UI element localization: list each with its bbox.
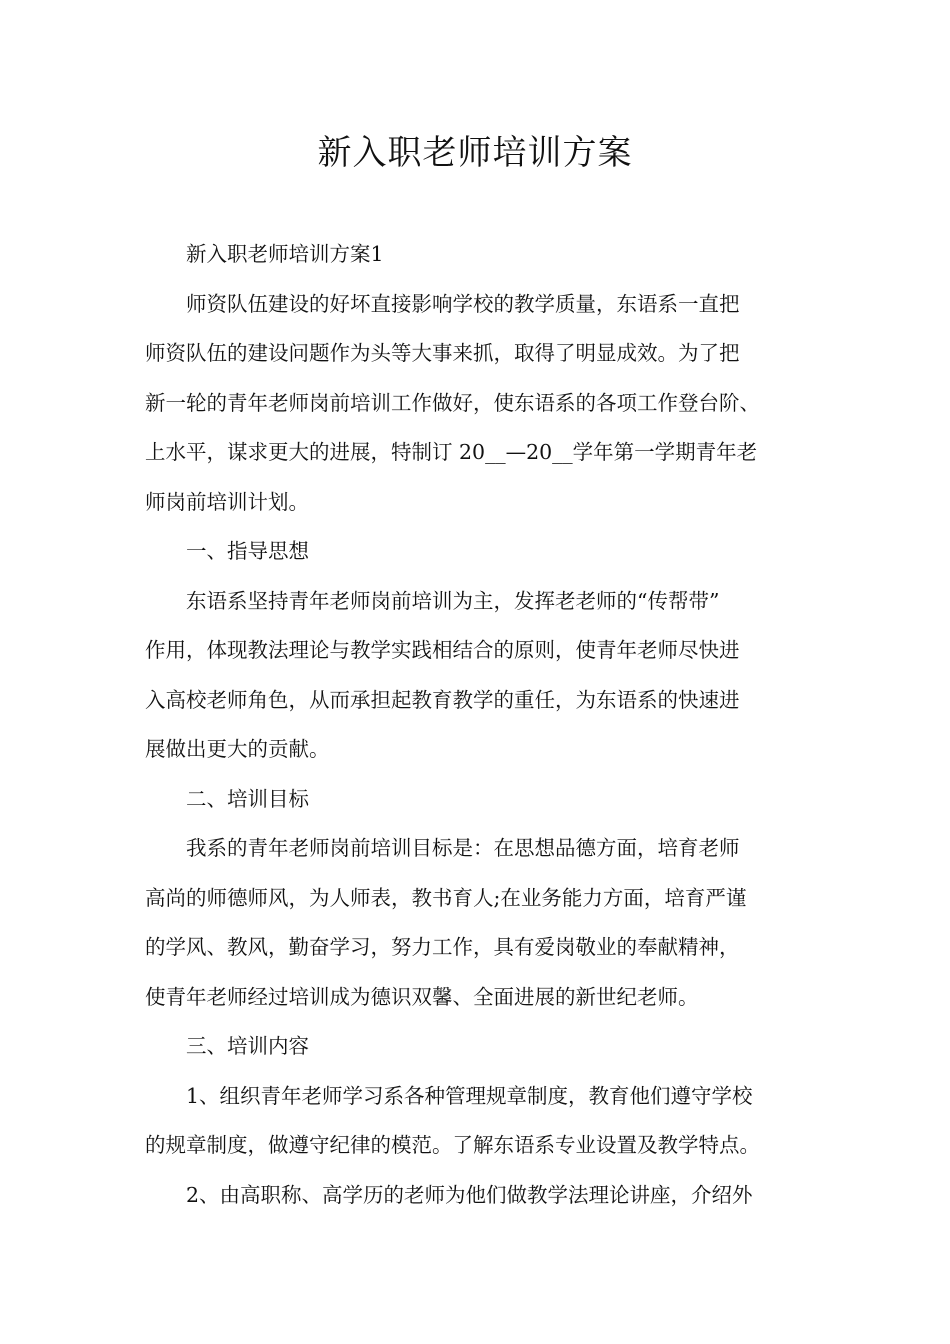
text-line: 使青年老师经过培训成为德识双馨、全面进展的新世纪老师。 [145,984,699,1009]
text-line: 新入职老师培训方案1 [186,242,384,266]
paragraph-heading-1 [145,230,815,280]
paragraph-training-goals [145,824,815,1022]
text-line: 1、组织青年老师学习系各种管理规章制度，教育他们遵守学校 [186,1083,753,1108]
text-line: 师资队伍的建设问题作为头等大事来抓，取得了明显成效。为了把 [145,341,740,365]
section-heading-guiding-idea [145,527,815,577]
text-line: 上水平，谋求更大的进展，特制订 20__—20__学年第一学期青年老 [145,440,758,464]
text-line: 新一轮的青年老师岗前培训工作做好，使东语系的各项工作登台阶、 [145,390,760,415]
text-line: 的学风、教风，勤奋学习，努力工作，具有爱岗敬业的奉献精神， [145,935,740,959]
section-heading-training-goals [145,775,815,825]
text-line: 师资队伍建设的好坏直接影响学校的教学质量，东语系一直把 [186,291,740,316]
text-line: 的规章制度，做遵守纪律的模范。了解东语系专业设置及教学特点。 [145,1133,760,1157]
document-title: 新入职老师培训方案 [317,133,633,173]
paragraph-guiding-idea [145,577,815,775]
text-line: 二、培训目标 [186,786,309,811]
text-line: 一、指导思想 [186,539,309,563]
text-line: 三、培训内容 [186,1034,309,1058]
text-line: 高尚的师德师风，为人师表，教书育人;在业务能力方面，培育严谨 [145,885,747,910]
text-line: 2、由高职称、高学历的老师为他们做教学法理论讲座，介绍外 [186,1182,753,1207]
text-line: 我系的青年老师岗前培训目标是：在思想品德方面，培育老师 [186,836,740,860]
document-body [145,230,815,1220]
section-heading-training-content [145,1022,815,1072]
paragraph-intro [145,280,815,528]
text-line: 东语系坚持青年老师岗前培训为主，发挥老老师的“传帮带” [186,588,720,613]
text-line: 师岗前培训计划。 [145,489,309,514]
paragraph-content-item-2 [145,1171,815,1221]
text-line: 作用，体现教法理论与教学实践相结合的原则，使青年老师尽快进 [145,638,740,662]
text-line: 展做出更大的贡献。 [145,737,330,761]
text-line: 入高校老师角色，从而承担起教育教学的重任，为东语系的快速进 [145,687,740,712]
paragraph-content-item-1 [145,1072,815,1171]
